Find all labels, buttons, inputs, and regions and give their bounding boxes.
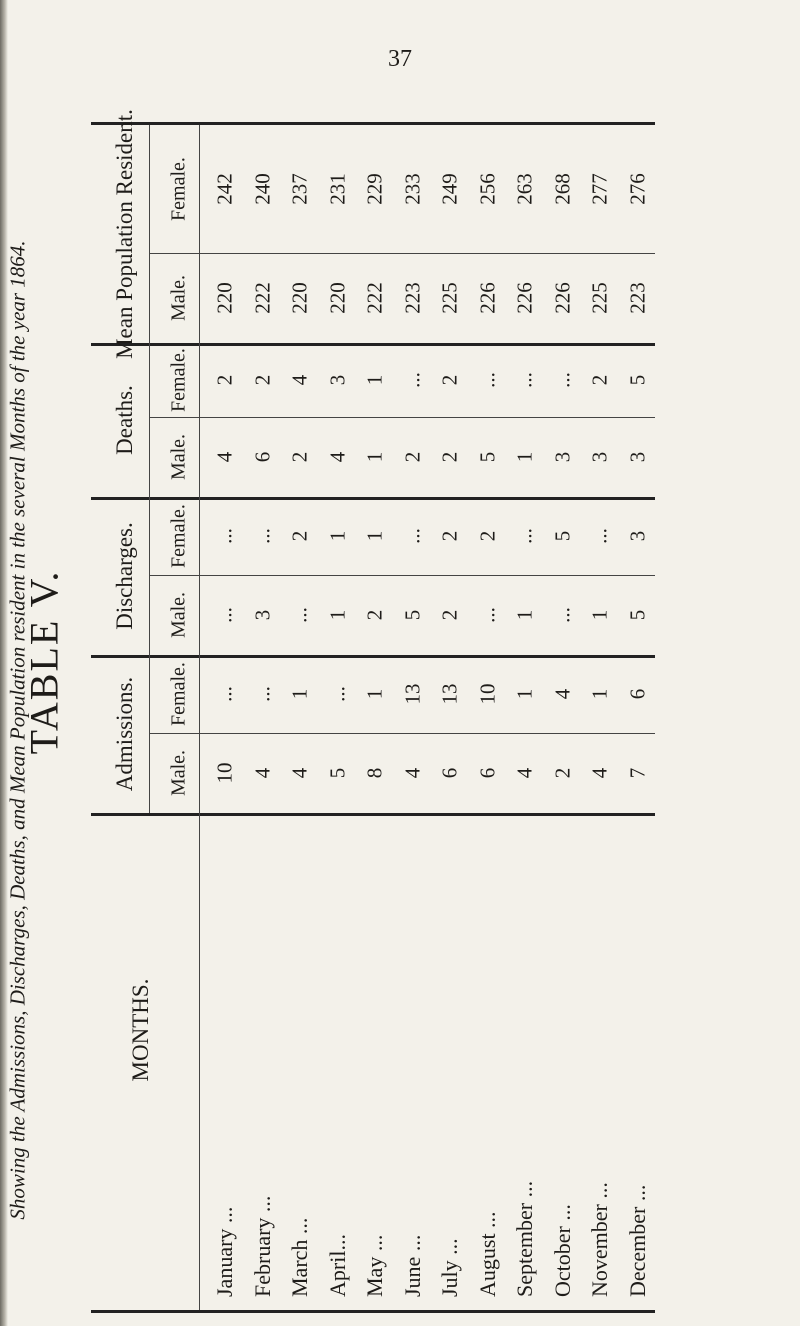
cell-adm-m: 4 xyxy=(287,767,312,779)
cell-death-m: 1 xyxy=(362,451,387,463)
cell-death-m: 2 xyxy=(400,451,424,463)
cell-death-f: ... xyxy=(400,372,424,388)
cell-adm-f: ... xyxy=(212,686,237,702)
month-label: January ... xyxy=(212,1206,237,1297)
cell-adm-m: 4 xyxy=(400,767,424,779)
cell-death-f: 2 xyxy=(250,374,274,386)
cell-adm-f: 4 xyxy=(550,688,574,700)
sub-header-male: Male. xyxy=(167,274,190,322)
month-label: August ... xyxy=(474,1211,500,1297)
cell-pop-m: 223 xyxy=(625,282,649,314)
month-label: February ... xyxy=(249,1195,275,1297)
cell-dis-f: 2 xyxy=(287,530,312,542)
cell-death-m: 3 xyxy=(625,451,649,463)
cell-pop-f: 242 xyxy=(212,173,237,205)
cell-pop-f: 268 xyxy=(550,173,574,205)
sex-separator xyxy=(149,733,655,734)
cell-pop-f: 231 xyxy=(325,173,349,205)
cell-adm-f: 6 xyxy=(625,688,649,700)
column-rule xyxy=(149,125,150,813)
cell-pop-f: 277 xyxy=(587,173,612,205)
cell-adm-m: 8 xyxy=(362,767,387,779)
cell-death-f: ... xyxy=(475,372,499,388)
cell-pop-m: 220 xyxy=(287,282,312,314)
sub-header-female: Female. xyxy=(167,348,190,412)
column-rule xyxy=(199,125,200,813)
month-label: December ... xyxy=(624,1184,650,1297)
group-header-pop: Mean Population Resident. xyxy=(112,109,137,359)
cell-death-m: 2 xyxy=(287,451,312,463)
cell-dis-m: ... xyxy=(287,607,312,623)
cell-pop-m: 225 xyxy=(587,282,612,314)
sub-header-female: Female. xyxy=(167,157,190,221)
cell-adm-m: 6 xyxy=(475,767,499,779)
cell-dis-f: ... xyxy=(587,528,612,544)
cell-pop-f: 233 xyxy=(400,173,424,205)
cell-adm-f: 1 xyxy=(587,688,612,700)
band-separator xyxy=(91,813,655,816)
cell-dis-m: 1 xyxy=(512,609,537,621)
cell-pop-m: 220 xyxy=(212,282,237,314)
cell-pop-f: 249 xyxy=(437,173,462,205)
cell-dis-f: 1 xyxy=(362,530,387,542)
cell-death-m: 5 xyxy=(475,451,499,463)
cell-dis-m: 5 xyxy=(400,609,424,621)
cell-death-f: ... xyxy=(550,372,574,388)
cell-adm-f: 1 xyxy=(512,688,537,700)
cell-dis-f: 1 xyxy=(325,530,349,542)
cell-dis-f: ... xyxy=(400,528,424,544)
cell-dis-m: 5 xyxy=(625,609,649,621)
cell-adm-f: ... xyxy=(325,686,349,702)
group-header-adm: Admissions. xyxy=(112,676,137,792)
table-caption: Showing the Admissions, Discharges, Deaths, and Mean Population resident in the several Months of the year 1864. xyxy=(5,240,30,1220)
cell-dis-f: 2 xyxy=(475,530,499,542)
cell-adm-m: 6 xyxy=(437,767,462,779)
cell-death-f: 2 xyxy=(212,374,237,386)
cell-adm-m: 5 xyxy=(325,767,349,779)
sub-header-male: Male. xyxy=(167,749,190,797)
cell-dis-f: 5 xyxy=(550,530,574,542)
group-header-death: Deaths. xyxy=(112,385,137,455)
cell-pop-f: 256 xyxy=(475,173,499,205)
cell-adm-m: 4 xyxy=(512,767,537,779)
cell-adm-f: ... xyxy=(250,686,274,702)
cell-death-f: 2 xyxy=(437,374,462,386)
cell-death-f: 4 xyxy=(287,374,312,386)
cell-dis-m: 2 xyxy=(362,609,387,621)
cell-death-m: 3 xyxy=(550,451,574,463)
cell-dis-m: 3 xyxy=(250,609,274,621)
sex-separator xyxy=(149,417,655,418)
cell-death-m: 1 xyxy=(512,451,537,463)
cell-pop-m: 226 xyxy=(475,282,499,314)
page-number: 37 xyxy=(388,46,412,72)
sub-header-male: Male. xyxy=(167,591,190,639)
cell-adm-f: 13 xyxy=(437,683,462,705)
cell-adm-f: 10 xyxy=(475,683,499,705)
month-label: March ... xyxy=(287,1217,312,1297)
band-separator xyxy=(91,655,655,658)
cell-death-f: ... xyxy=(512,372,537,388)
group-header-dis: Discharges. xyxy=(112,522,137,630)
cell-pop-f: 237 xyxy=(287,173,312,205)
month-label: June ... xyxy=(399,1234,425,1297)
cell-pop-m: 222 xyxy=(362,282,387,314)
month-label: November ... xyxy=(587,1182,612,1297)
cell-death-m: 3 xyxy=(587,451,612,463)
month-label: May ... xyxy=(362,1234,387,1297)
cell-dis-f: 3 xyxy=(625,530,649,542)
cell-death-m: 4 xyxy=(325,451,349,463)
cell-adm-m: 4 xyxy=(587,767,612,779)
cell-pop-m: 220 xyxy=(325,282,349,314)
cell-pop-m: 226 xyxy=(512,282,537,314)
cell-adm-m: 10 xyxy=(212,762,237,784)
cell-death-f: 2 xyxy=(587,374,612,386)
sub-header-female: Female. xyxy=(167,662,190,726)
population-table xyxy=(91,109,655,1313)
cell-pop-m: 225 xyxy=(437,282,462,314)
cell-dis-f: ... xyxy=(250,528,274,544)
cell-dis-m: 1 xyxy=(325,609,349,621)
cell-adm-f: 1 xyxy=(287,688,312,700)
cell-dis-m: 2 xyxy=(437,609,462,621)
cell-death-f: 5 xyxy=(625,374,649,386)
column-rule xyxy=(199,813,200,1310)
month-label: September ... xyxy=(512,1180,537,1297)
month-label: October ... xyxy=(549,1204,575,1297)
cell-death-m: 4 xyxy=(212,451,237,463)
cell-pop-f: 276 xyxy=(625,173,649,205)
cell-dis-m: 1 xyxy=(587,609,612,621)
cell-adm-f: 1 xyxy=(362,688,387,700)
band-separator xyxy=(91,343,655,346)
cell-dis-f: 2 xyxy=(437,530,462,542)
cell-pop-m: 222 xyxy=(250,282,274,314)
band-separator xyxy=(91,497,655,500)
cell-death-f: 1 xyxy=(362,374,387,386)
cell-dis-f: ... xyxy=(512,528,537,544)
cell-pop-f: 263 xyxy=(512,173,537,205)
cell-dis-m: ... xyxy=(212,607,237,623)
sub-header-female: Female. xyxy=(167,504,190,568)
cell-dis-m: ... xyxy=(550,607,574,623)
cell-death-m: 6 xyxy=(250,451,274,463)
months-header: MONTHS. xyxy=(128,978,153,1082)
sub-header-male: Male. xyxy=(167,433,190,481)
table-label: TABLE V. xyxy=(21,569,67,755)
cell-pop-f: 240 xyxy=(250,173,274,205)
cell-adm-m: 4 xyxy=(250,767,274,779)
sex-separator xyxy=(149,575,655,576)
month-label: April... xyxy=(324,1234,350,1297)
cell-death-f: 3 xyxy=(325,374,349,386)
cell-dis-m: ... xyxy=(475,607,499,623)
cell-pop-f: 229 xyxy=(362,173,387,205)
cell-dis-f: ... xyxy=(212,528,237,544)
cell-adm-m: 7 xyxy=(625,767,649,779)
cell-death-m: 2 xyxy=(437,451,462,463)
cell-pop-m: 223 xyxy=(400,282,424,314)
sex-separator xyxy=(149,253,655,254)
cell-pop-m: 226 xyxy=(550,282,574,314)
cell-adm-m: 2 xyxy=(550,767,574,779)
table-title-block xyxy=(0,0,88,1326)
cell-adm-f: 13 xyxy=(400,683,424,705)
month-label: July ... xyxy=(437,1238,462,1297)
